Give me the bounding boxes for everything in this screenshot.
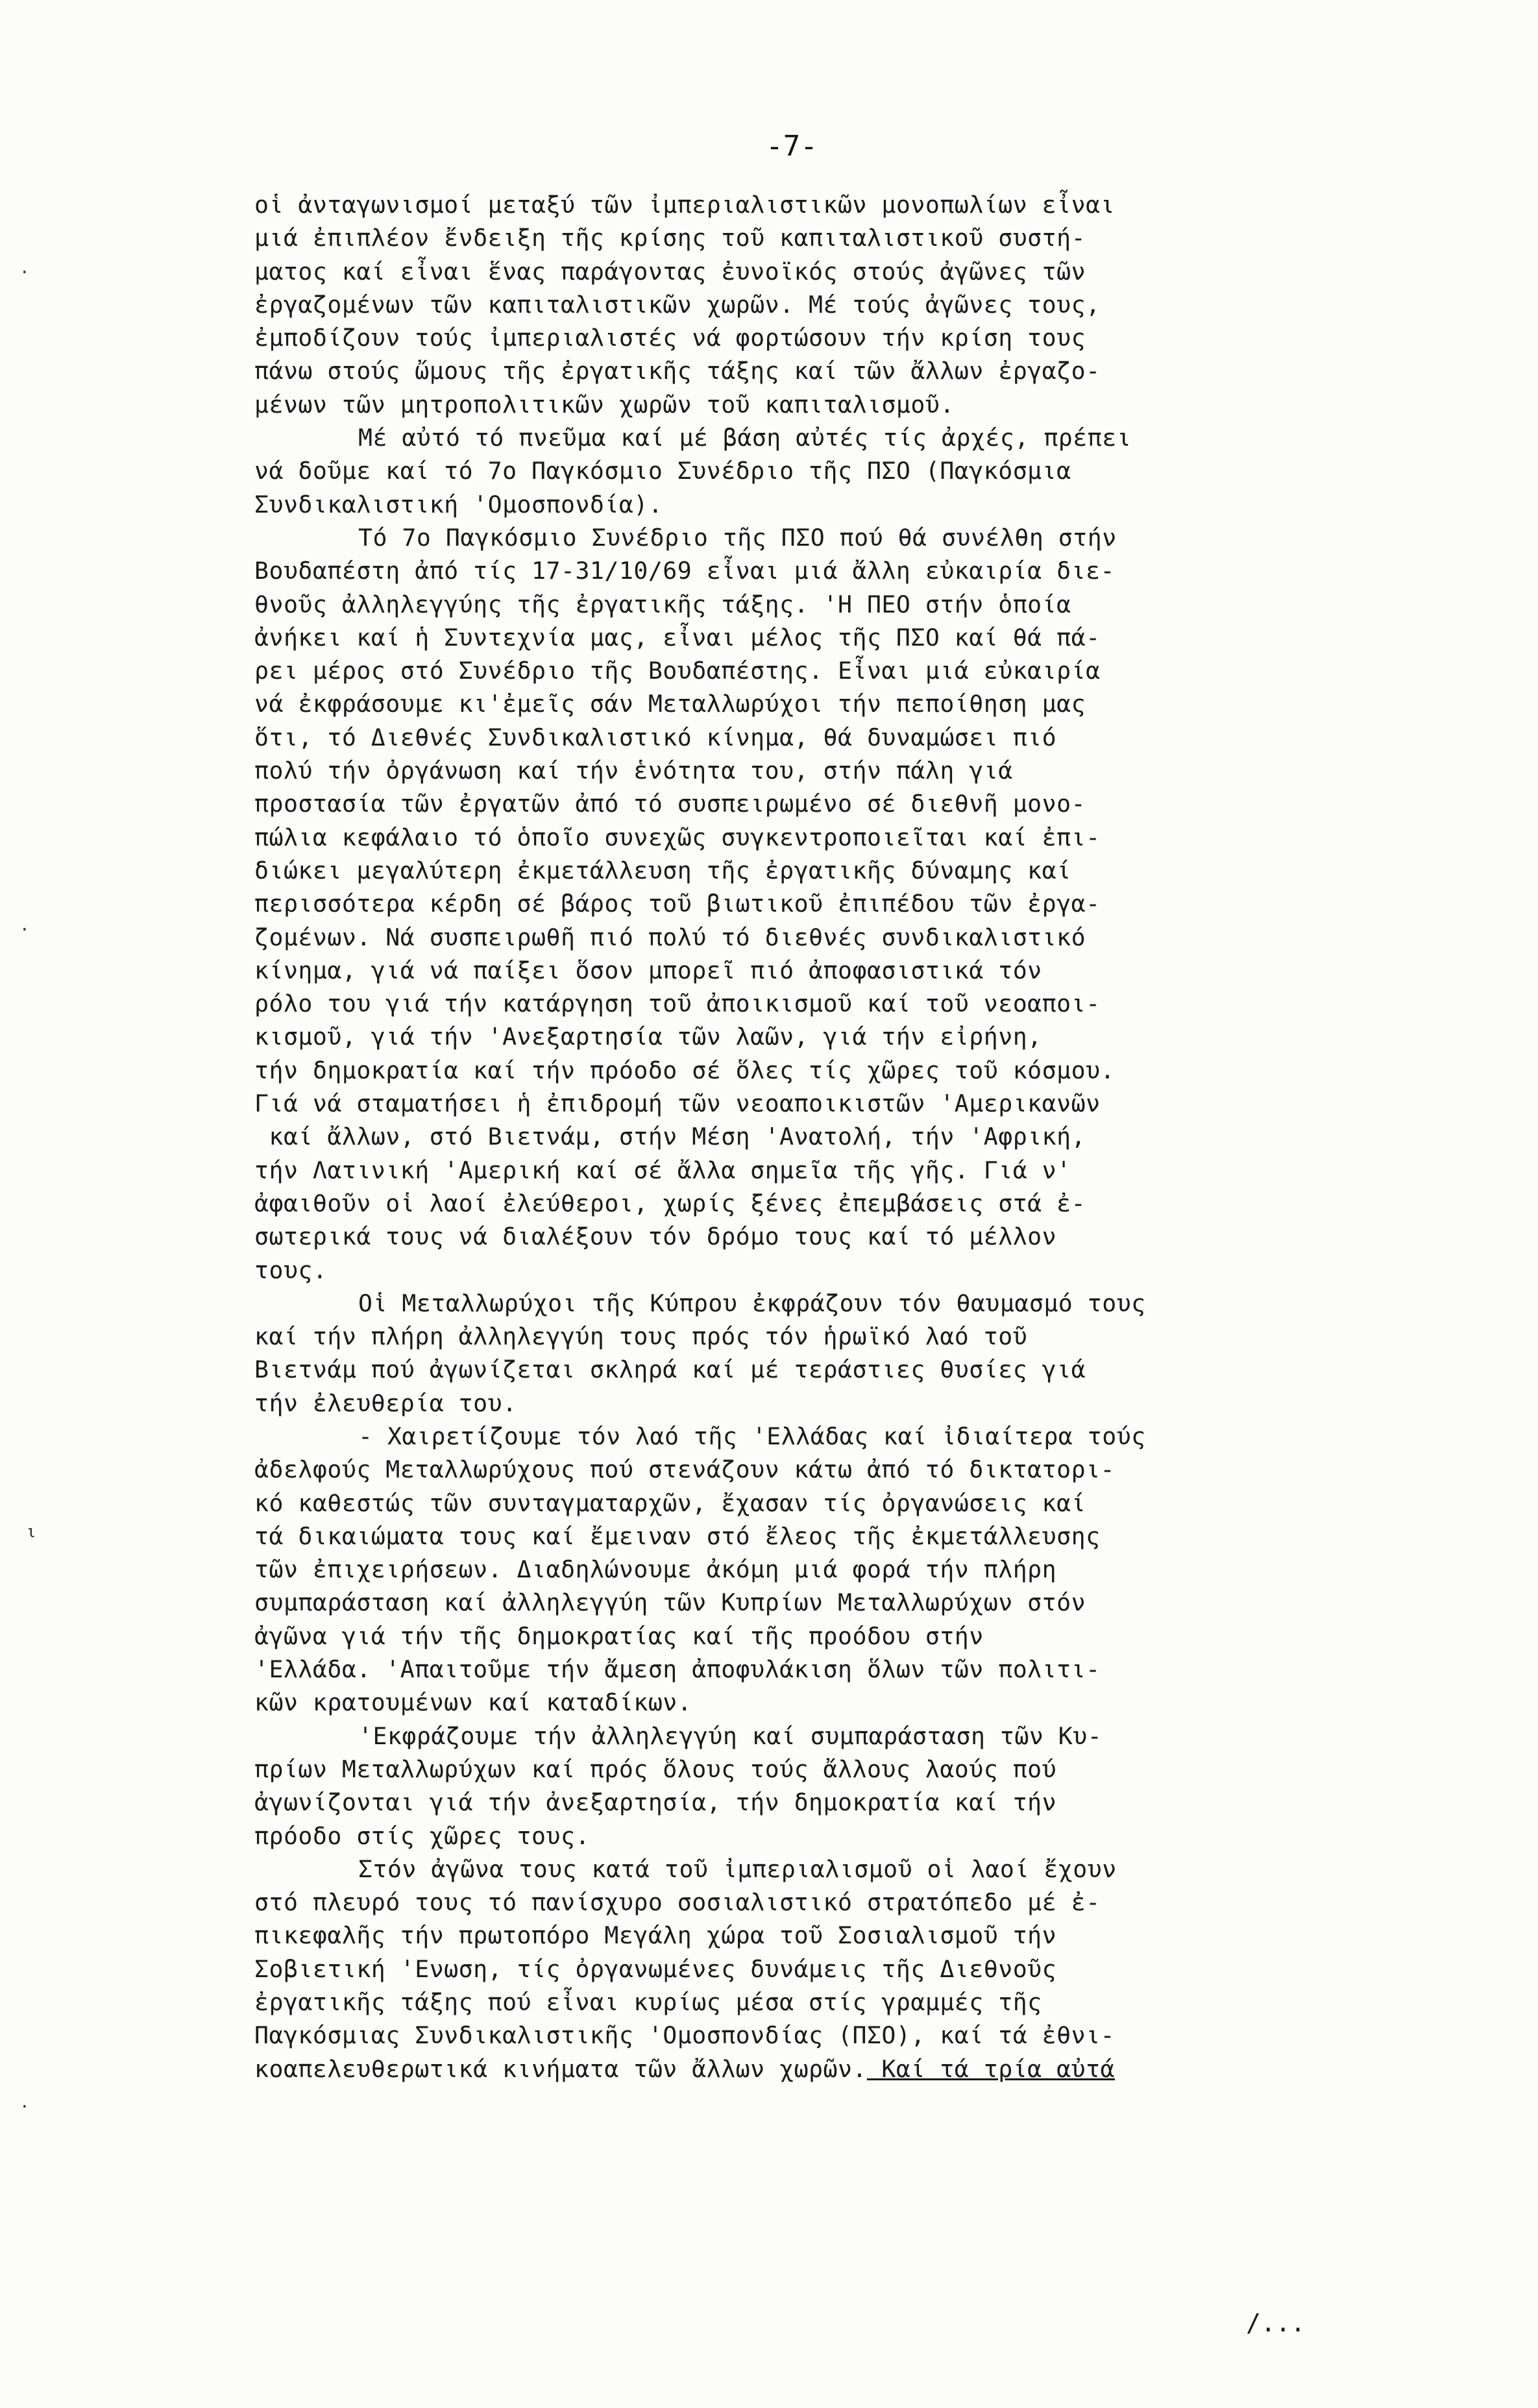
text-line: τήν δημοκρατία καί τήν πρόοδο σέ ὅλες τίς χῶρες τοῦ κόσμου. xyxy=(254,1056,1116,1084)
margin-mark: ι xyxy=(26,1522,36,1542)
text-line: ρόλο του γιά τήν κατάργηση τοῦ ἀποικισμοῦ καί τοῦ νεοαποι- xyxy=(254,990,1101,1018)
text-line: νά ἐκφράσουμε κι'ἐμεῖς σάν Μεταλλωρύχοι τήν πεποίθηση μας xyxy=(254,690,1086,718)
text-line: ζομένων. Νά συσπειρωθῆ πιό πολύ τό διεθνές συνδικαλιστικό xyxy=(254,923,1086,951)
text-line: πρίων Μεταλλωρύχων καί πρός ὅλους τούς ἄλλους λαούς πού xyxy=(254,1755,1057,1783)
text-line: τήν ἐλευθερία του. xyxy=(254,1389,517,1417)
text-line: μένων τῶν μητροπολιτικῶν χωρῶν τοῦ καπιταλισμοῦ. xyxy=(254,390,955,419)
underlined-phrase: Καί τά τρία αὐτά xyxy=(866,2054,1116,2083)
text-line: Γιά νά σταματήσει ἡ ἐπιδρομή τῶν νεοαποικιστῶν 'Αμερικανῶν xyxy=(254,1089,1101,1118)
text-line: ἐμποδίζουν τούς ἰμπεριαλιστές νά φορτώσουν τήν κρίση τους xyxy=(254,324,1086,352)
text-line: πικεφαλῆς τήν πρωτοπόρο Μεγάλη χώρα τοῦ Σοσιαλισμοῦ τήν xyxy=(254,1921,1057,1950)
margin-mark: · xyxy=(19,263,30,282)
text-line: κῶν κρατουμένων καί καταδίκων. xyxy=(254,1688,692,1717)
text-line: 'Ελλάδα. 'Απαιτοῦμε τήν ἄμεση ἀποφυλάκιση ὅλων τῶν πολιτι- xyxy=(254,1655,1101,1684)
text-line: Συνδικαλιστική 'Ομοσπονδία). xyxy=(254,490,663,518)
text-line: ματος καί εἶναι ἕνας παράγοντας ἐυνοϊκός στούς ἀγῶνες τῶν xyxy=(254,257,1086,286)
text-line: τήν Λατινική 'Αμερική καί σέ ἄλλα σημεῖα τῆς γῆς. Γιά ν' xyxy=(254,1156,1071,1184)
text-line: συμπαράσταση καί ἀλληλεγγύη τῶν Κυπρίων Μεταλλωρύχων στόν xyxy=(254,1588,1086,1617)
continuation-mark: /... xyxy=(1246,2309,1306,2337)
text-line: τά δικαιώματα τους καί ἔμειναν στό ἔλεος τῆς ἐκμετάλλευσης xyxy=(254,1522,1101,1550)
text-line: πολύ τήν ὀργάνωση καί τήν ἑνότητα του, στήν πάλη γιά xyxy=(254,757,1013,785)
text-line: Παγκόσμιας Συνδικαλιστικῆς 'Ομοσπονδίας (ΠΣΟ), καί τά ἐθνι- xyxy=(254,2021,1116,2050)
text-line: Τό 7ο Παγκόσμιο Συνέδριο τῆς ΠΣΟ πού θά συνέλθη στήν xyxy=(358,523,1117,552)
text-line: Μέ αὐτό τό πνεῦμα καί μέ βάση αὐτές τίς ἀρχές, πρέπει xyxy=(358,424,1132,452)
text-line: κίνημα, γιά νά παίξει ὅσον μπορεῖ πιό ἀποφασιστικά τόν xyxy=(254,956,1042,984)
text-line: ἐργατικῆς τάξης πού εἶναι κυρίως μέσα στίς γραμμές τῆς xyxy=(254,1988,1042,2017)
text-line: ἀδελφούς Μεταλλωρύχους πού στενάζουν κάτω ἀπό τό δικτατορι- xyxy=(254,1455,1116,1484)
text-line: Οἱ Μεταλλωρύχοι τῆς Κύπρου ἐκφράζουν τόν θαυμασμό τους xyxy=(358,1289,1146,1317)
text-line: προστασία τῶν ἐργατῶν ἀπό τό συσπειρωμένο σέ διεθνῆ μονο- xyxy=(254,790,1086,818)
text-line: πρόοδο στίς χῶρες τους. xyxy=(254,1821,590,1850)
text-line: καί τήν πλήρη ἀλληλεγγύη τους πρός τόν ἡρωϊκό λαό τοῦ xyxy=(254,1322,1028,1351)
text-line: κισμοῦ, γιά τήν 'Ανεξαρτησία τῶν λαῶν, γιά τήν εἰρήνη, xyxy=(254,1023,1042,1051)
text-line: οἱ ἀνταγωνισμοί μεταξύ τῶν ἰμπεριαλιστικῶν μονοπωλίων εἶναι xyxy=(254,191,1116,219)
text-line: ἐργαζομένων τῶν καπιταλιστικῶν χωρῶν. Μέ τούς ἀγῶνες τους, xyxy=(254,290,1101,319)
text-line: Βουδαπέστη ἀπό τίς 17-31/10/69 εἶναι μιά ἄλλη εὐκαιρία διε- xyxy=(254,557,1116,585)
text-line: 'Εκφράζουμε τήν ἀλληλεγγύη καί συμπαράσταση τῶν Κυ- xyxy=(358,1721,1103,1750)
text-line: τῶν ἐπιχειρήσεων. Διαδηλώνουμε ἀκόμη μιά φορά τήν πλήρη xyxy=(254,1555,1057,1584)
text-line: ἀνήκει καί ἡ Συντεχνία μας, εἶναι μέλος τῆς ΠΣΟ καί θά πά- xyxy=(254,623,1101,651)
text-line: ρει μέρος στό Συνέδριο τῆς Βουδαπέστης. Εἶναι μιά εὐκαιρία xyxy=(254,657,1101,685)
text-line: κό καθεστώς τῶν συνταγματαρχῶν, ἔχασαν τίς ὀργανώσεις καί xyxy=(254,1489,1086,1517)
text-line: ἀγωνίζονται γιά τήν ἀνεξαρτησία, τήν δημοκρατία καί τήν xyxy=(254,1788,1057,1817)
text-line: θνοῦς ἀλληλεγγύης τῆς ἐργατικῆς τάξης. 'Η ΠΕΟ στήν ὁποία xyxy=(254,590,1071,618)
text-line: Σοβιετική 'Ενωση, τίς ὀργανωμένες δυνάμεις τῆς Διεθνοῦς xyxy=(254,1954,1057,1983)
text-line: κοαπελευθερωτικά κινήματα τῶν ἄλλων χωρῶν. Καί τά τρία αὐτά xyxy=(254,2054,1116,2083)
text-line: μιά ἐπιπλέον ἔνδειξη τῆς κρίσης τοῦ καπιταλιστικοῦ συστή- xyxy=(254,224,1086,252)
text-line: καί ἄλλων, στό Βιετνάμ, στήν Μέση 'Ανατολή, τήν 'Αφρική, xyxy=(254,1123,1086,1151)
text-line: πώλια κεφάλαιο τό ὁποῖο συνεχῶς συγκεντροποιεῖται καί ἐπι- xyxy=(254,823,1101,851)
text-line: ἀγῶνα γιά τήν τῆς δημοκρατίας καί τῆς προόδου στήν xyxy=(254,1622,984,1650)
body-text xyxy=(254,188,1448,2086)
text-line: - Χαιρετίζουμε τόν λαό τῆς 'Ελλάδας καί ἰδιαίτερα τούς xyxy=(358,1422,1146,1450)
text-line: τους. xyxy=(254,1256,328,1284)
page-number: -7- xyxy=(766,130,818,163)
text-line: σωτερικά τους νά διαλέξουν τόν δρόμο τους καί τό μέλλον xyxy=(254,1222,1057,1251)
text-line: στό πλευρό τους τό πανίσχυρο σοσιαλιστικό στρατόπεδο μέ ἐ- xyxy=(254,1888,1101,1917)
text-line: διώκει μεγαλύτερη ἐκμετάλλευση τῆς ἐργατικῆς δύναμης καί xyxy=(254,856,1071,884)
text-line: πάνω στούς ὤμους τῆς ἐργατικῆς τάξης καί τῶν ἄλλων ἐργαζο- xyxy=(254,357,1101,385)
text-line: νά δοῦμε καί τό 7ο Παγκόσμιο Συνέδριο τῆς ΠΣΟ (Παγκόσμια xyxy=(254,457,1071,485)
text-line: Στόν ἀγῶνα τους κατά τοῦ ἰμπεριαλισμοῦ οἱ λαοί ἔχουν xyxy=(358,1855,1117,1883)
text-line: ἀφαιθοῦν οἱ λαοί ἐλεύθεροι, χωρίς ξένες ἐπεμβάσεις στά ἐ- xyxy=(254,1189,1086,1217)
text-line: ὅτι, τό Διεθνές Συνδικαλιστικό κίνημα, θά δυναμώσει πιό xyxy=(254,723,1057,751)
margin-mark: · xyxy=(19,2097,30,2117)
text-line: Βιετνάμ πού ἀγωνίζεται σκληρά καί μέ τεράστιες θυσίες γιά xyxy=(254,1356,1086,1384)
margin-mark: · xyxy=(19,920,30,940)
text-line: περισσότερα κέρδη σέ βάρος τοῦ βιωτικοῦ ἐπιπέδου τῶν ἐργα- xyxy=(254,890,1101,918)
